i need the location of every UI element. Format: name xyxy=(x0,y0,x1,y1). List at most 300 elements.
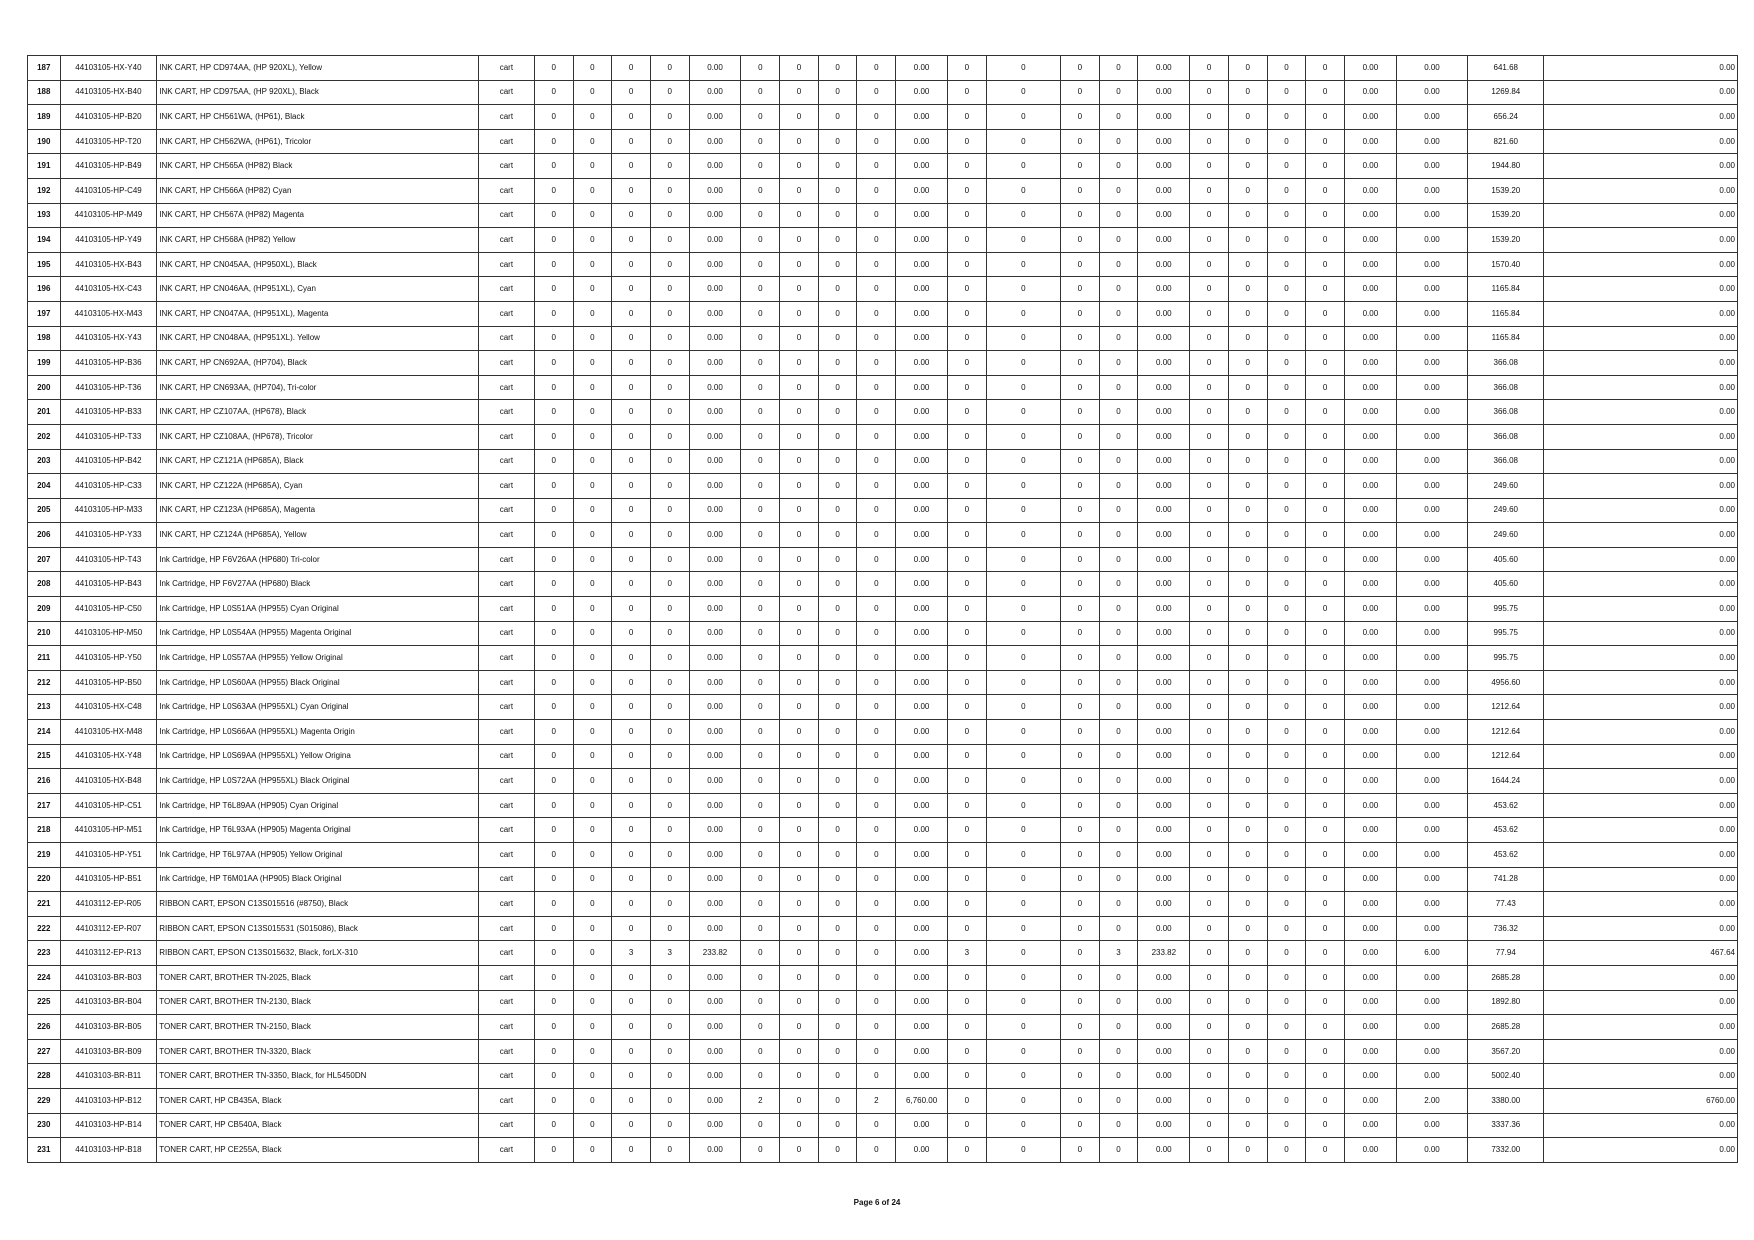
quantity-cell: 0 xyxy=(650,818,689,843)
quantity-cell: 0 xyxy=(1099,326,1138,351)
table-row xyxy=(28,228,1738,253)
quantity-cell: 0 xyxy=(534,941,573,966)
quantity-cell: 0.00 xyxy=(1396,474,1467,499)
quantity-cell: 0.00 xyxy=(1396,228,1467,253)
quantity-cell: 0 xyxy=(1228,1039,1267,1064)
unit-of-measure: cart xyxy=(478,1138,534,1163)
quantity-cell: 0.00 xyxy=(1344,572,1396,597)
quantity-cell: 0 xyxy=(741,105,780,130)
quantity-cell: 0 xyxy=(573,424,612,449)
quantity-cell: 0 xyxy=(857,375,896,400)
quantity-cell: 0 xyxy=(1061,892,1100,917)
stock-code: 44103105-HP-Y33 xyxy=(60,523,157,548)
quantity-cell: 0 xyxy=(650,277,689,302)
quantity-cell: 0.00 xyxy=(1138,867,1190,892)
quantity-cell: 0 xyxy=(534,449,573,474)
quantity-cell: 0 xyxy=(1061,843,1100,868)
quantity-cell: 0 xyxy=(1306,892,1345,917)
quantity-cell: 0 xyxy=(948,990,987,1015)
quantity-cell: 0 xyxy=(1306,375,1345,400)
quantity-cell: 0 xyxy=(1099,695,1138,720)
quantity-cell: 0.00 xyxy=(689,744,741,769)
quantity-cell: 0 xyxy=(741,277,780,302)
quantity-cell: 0 xyxy=(1099,793,1138,818)
quantity-cell: 0.00 xyxy=(1138,621,1190,646)
quantity-cell: 0 xyxy=(612,621,651,646)
unit-of-measure: cart xyxy=(478,498,534,523)
quantity-cell: 0 xyxy=(780,547,819,572)
quantity-cell: 0 xyxy=(857,867,896,892)
table-row xyxy=(28,744,1738,769)
quantity-cell: 0 xyxy=(1306,301,1345,326)
quantity-cell: 0 xyxy=(857,1138,896,1163)
quantity-cell: 0 xyxy=(573,1088,612,1113)
unit-of-measure: cart xyxy=(478,892,534,917)
item-description: INK CART, HP CD975AA, (HP 920XL), Black xyxy=(157,80,479,105)
quantity-cell: 0 xyxy=(986,867,1060,892)
quantity-cell: 0 xyxy=(741,621,780,646)
quantity-cell: 0.00 xyxy=(1344,769,1396,794)
quantity-cell: 0.00 xyxy=(896,375,948,400)
quantity-cell: 0.00 xyxy=(1544,228,1738,253)
quantity-cell: 0 xyxy=(1190,695,1229,720)
quantity-cell: 0 xyxy=(1099,769,1138,794)
quantity-cell: 0 xyxy=(818,1015,857,1040)
quantity-cell: 0 xyxy=(986,424,1060,449)
quantity-cell: 0 xyxy=(1099,523,1138,548)
quantity-cell: 0.00 xyxy=(689,793,741,818)
quantity-cell: 0 xyxy=(948,1039,987,1064)
quantity-cell: 0 xyxy=(986,154,1060,179)
quantity-cell: 0.00 xyxy=(896,203,948,228)
quantity-cell: 0 xyxy=(1267,1113,1306,1138)
quantity-cell: 0.00 xyxy=(1396,449,1467,474)
quantity-cell: 0 xyxy=(1190,1039,1229,1064)
quantity-cell: 0 xyxy=(1306,1015,1345,1040)
quantity-cell: 0.00 xyxy=(1344,597,1396,622)
quantity-cell: 0 xyxy=(1228,892,1267,917)
quantity-cell: 0 xyxy=(650,326,689,351)
quantity-cell: 0 xyxy=(1267,1138,1306,1163)
unit-of-measure: cart xyxy=(478,1088,534,1113)
quantity-cell: 0.00 xyxy=(1344,965,1396,990)
quantity-cell: 0 xyxy=(1061,965,1100,990)
quantity-cell: 0 xyxy=(1228,843,1267,868)
quantity-cell: 0 xyxy=(1306,424,1345,449)
quantity-cell: 0 xyxy=(857,769,896,794)
quantity-cell: 0 xyxy=(1228,1015,1267,1040)
table-row xyxy=(28,178,1738,203)
quantity-cell: 0 xyxy=(818,523,857,548)
quantity-cell: 0 xyxy=(986,720,1060,745)
quantity-cell: 0 xyxy=(857,474,896,499)
quantity-cell: 0 xyxy=(1099,843,1138,868)
quantity-cell: 0.00 xyxy=(1344,547,1396,572)
quantity-cell: 0.00 xyxy=(689,424,741,449)
quantity-cell: 0.00 xyxy=(1396,793,1467,818)
quantity-cell: 0 xyxy=(573,646,612,671)
quantity-cell: 0 xyxy=(857,105,896,130)
quantity-cell: 0 xyxy=(1267,916,1306,941)
quantity-cell: 0.00 xyxy=(689,1039,741,1064)
quantity-cell: 0 xyxy=(818,892,857,917)
quantity-cell: 0 xyxy=(1267,228,1306,253)
item-number: 225 xyxy=(28,990,61,1015)
quantity-cell: 0 xyxy=(1306,941,1345,966)
quantity-cell: 0 xyxy=(1190,400,1229,425)
quantity-cell: 0.00 xyxy=(1138,720,1190,745)
quantity-cell: 0 xyxy=(948,301,987,326)
quantity-cell: 995.75 xyxy=(1468,621,1544,646)
quantity-cell: 0 xyxy=(1099,892,1138,917)
quantity-cell: 0 xyxy=(1228,695,1267,720)
quantity-cell: 0.00 xyxy=(896,1064,948,1089)
quantity-cell: 0 xyxy=(1061,1064,1100,1089)
quantity-cell: 0 xyxy=(573,1064,612,1089)
quantity-cell: 641.68 xyxy=(1468,56,1544,81)
quantity-cell: 0 xyxy=(612,1113,651,1138)
item-description: Ink Cartridge, HP T6M01AA (HP905) Black Original xyxy=(157,867,479,892)
quantity-cell: 0.00 xyxy=(689,1088,741,1113)
quantity-cell: 0 xyxy=(1061,400,1100,425)
quantity-cell: 0.00 xyxy=(1544,892,1738,917)
table-row xyxy=(28,498,1738,523)
item-description: Ink Cartridge, HP L0S63AA (HP955XL) Cyan Original xyxy=(157,695,479,720)
quantity-cell: 0.00 xyxy=(896,105,948,130)
quantity-cell: 0 xyxy=(1306,1039,1345,1064)
quantity-cell: 0 xyxy=(1190,1113,1229,1138)
quantity-cell: 0 xyxy=(1190,375,1229,400)
quantity-cell: 0 xyxy=(818,105,857,130)
quantity-cell: 0.00 xyxy=(1396,1113,1467,1138)
quantity-cell: 0.00 xyxy=(896,474,948,499)
unit-of-measure: cart xyxy=(478,769,534,794)
quantity-cell: 0 xyxy=(1099,424,1138,449)
quantity-cell: 0 xyxy=(1267,1088,1306,1113)
quantity-cell: 0 xyxy=(612,301,651,326)
quantity-cell: 0 xyxy=(857,1113,896,1138)
quantity-cell: 0 xyxy=(612,351,651,376)
quantity-cell: 0 xyxy=(986,326,1060,351)
quantity-cell: 0.00 xyxy=(689,646,741,671)
quantity-cell: 0 xyxy=(573,277,612,302)
quantity-cell: 3337.36 xyxy=(1468,1113,1544,1138)
quantity-cell: 0 xyxy=(1061,326,1100,351)
table-row xyxy=(28,375,1738,400)
quantity-cell: 0 xyxy=(1099,621,1138,646)
quantity-cell: 0 xyxy=(818,498,857,523)
quantity-cell: 0.00 xyxy=(1138,1064,1190,1089)
quantity-cell: 0.00 xyxy=(1544,990,1738,1015)
quantity-cell: 0 xyxy=(857,326,896,351)
quantity-cell: 0 xyxy=(741,744,780,769)
quantity-cell: 0 xyxy=(573,129,612,154)
quantity-cell: 0 xyxy=(818,990,857,1015)
quantity-cell: 0.00 xyxy=(1138,301,1190,326)
quantity-cell: 0 xyxy=(1228,424,1267,449)
stock-code: 44103103-BR-B11 xyxy=(60,1064,157,1089)
quantity-cell: 0 xyxy=(1099,572,1138,597)
quantity-cell: 0 xyxy=(1061,695,1100,720)
quantity-cell: 0 xyxy=(780,1088,819,1113)
quantity-cell: 0 xyxy=(573,1015,612,1040)
quantity-cell: 0 xyxy=(573,252,612,277)
quantity-cell: 0 xyxy=(1061,547,1100,572)
quantity-cell: 0 xyxy=(1190,203,1229,228)
quantity-cell: 0 xyxy=(1228,670,1267,695)
item-number: 203 xyxy=(28,449,61,474)
item-number: 195 xyxy=(28,252,61,277)
quantity-cell: 0 xyxy=(857,720,896,745)
quantity-cell: 0 xyxy=(780,56,819,81)
quantity-cell: 0 xyxy=(612,646,651,671)
table-row xyxy=(28,154,1738,179)
quantity-cell: 0 xyxy=(948,1113,987,1138)
item-number: 187 xyxy=(28,56,61,81)
quantity-cell: 0 xyxy=(1061,424,1100,449)
table-row xyxy=(28,326,1738,351)
quantity-cell: 0.00 xyxy=(1544,1064,1738,1089)
quantity-cell: 0 xyxy=(857,523,896,548)
item-number: 213 xyxy=(28,695,61,720)
quantity-cell: 0 xyxy=(573,867,612,892)
quantity-cell: 0 xyxy=(948,178,987,203)
quantity-cell: 0 xyxy=(534,400,573,425)
quantity-cell: 0 xyxy=(1099,498,1138,523)
quantity-cell: 0.00 xyxy=(1544,203,1738,228)
quantity-cell: 0 xyxy=(1190,80,1229,105)
quantity-cell: 0 xyxy=(948,129,987,154)
quantity-cell: 0 xyxy=(573,843,612,868)
quantity-cell: 0.00 xyxy=(1138,154,1190,179)
quantity-cell: 0 xyxy=(1099,744,1138,769)
quantity-cell: 0.00 xyxy=(1344,228,1396,253)
quantity-cell: 0 xyxy=(948,228,987,253)
table-row xyxy=(28,424,1738,449)
quantity-cell: 0 xyxy=(612,424,651,449)
table-row xyxy=(28,892,1738,917)
quantity-cell: 0.00 xyxy=(1396,326,1467,351)
quantity-cell: 0 xyxy=(948,277,987,302)
quantity-cell: 0 xyxy=(573,523,612,548)
quantity-cell: 0 xyxy=(1267,720,1306,745)
quantity-cell: 0 xyxy=(650,1138,689,1163)
quantity-cell: 0.00 xyxy=(689,178,741,203)
quantity-cell: 0.00 xyxy=(1344,523,1396,548)
quantity-cell: 0 xyxy=(1190,965,1229,990)
quantity-cell: 0 xyxy=(1061,670,1100,695)
quantity-cell: 0 xyxy=(1061,178,1100,203)
quantity-cell: 0 xyxy=(612,326,651,351)
quantity-cell: 0.00 xyxy=(896,523,948,548)
quantity-cell: 0 xyxy=(986,105,1060,130)
quantity-cell: 1892.80 xyxy=(1468,990,1544,1015)
quantity-cell: 0.00 xyxy=(1138,129,1190,154)
quantity-cell: 0 xyxy=(650,498,689,523)
quantity-cell: 0 xyxy=(650,1113,689,1138)
quantity-cell: 0 xyxy=(1306,769,1345,794)
quantity-cell: 0.00 xyxy=(1396,990,1467,1015)
quantity-cell: 0 xyxy=(780,129,819,154)
quantity-cell: 0 xyxy=(1099,818,1138,843)
quantity-cell: 0 xyxy=(1267,129,1306,154)
quantity-cell: 0 xyxy=(534,129,573,154)
quantity-cell: 0 xyxy=(1190,769,1229,794)
quantity-cell: 0 xyxy=(1190,892,1229,917)
quantity-cell: 0.00 xyxy=(1344,818,1396,843)
stock-code: 44103105-HP-B50 xyxy=(60,670,157,695)
quantity-cell: 0 xyxy=(534,670,573,695)
quantity-cell: 0 xyxy=(780,1138,819,1163)
quantity-cell: 0 xyxy=(780,621,819,646)
quantity-cell: 0 xyxy=(986,843,1060,868)
quantity-cell: 0 xyxy=(1267,203,1306,228)
quantity-cell: 0 xyxy=(573,375,612,400)
quantity-cell: 0 xyxy=(948,695,987,720)
quantity-cell: 0 xyxy=(857,277,896,302)
item-description: INK CART, HP CH565A (HP82) Black xyxy=(157,154,479,179)
quantity-cell: 0 xyxy=(573,1138,612,1163)
quantity-cell: 0.00 xyxy=(1396,818,1467,843)
quantity-cell: 0 xyxy=(1306,400,1345,425)
quantity-cell: 0.00 xyxy=(1396,400,1467,425)
quantity-cell: 0 xyxy=(1228,621,1267,646)
quantity-cell: 1944.80 xyxy=(1468,154,1544,179)
quantity-cell: 0 xyxy=(1190,351,1229,376)
quantity-cell: 366.08 xyxy=(1468,400,1544,425)
quantity-cell: 741.28 xyxy=(1468,867,1544,892)
quantity-cell: 0 xyxy=(1190,449,1229,474)
item-description: INK CART, HP CH562WA, (HP61), Tricolor xyxy=(157,129,479,154)
quantity-cell: 0 xyxy=(1267,941,1306,966)
quantity-cell: 0 xyxy=(612,720,651,745)
quantity-cell: 0.00 xyxy=(1544,744,1738,769)
quantity-cell: 0 xyxy=(612,129,651,154)
quantity-cell: 0 xyxy=(534,1039,573,1064)
quantity-cell: 0.00 xyxy=(1344,351,1396,376)
quantity-cell: 0.00 xyxy=(1344,474,1396,499)
unit-of-measure: cart xyxy=(478,941,534,966)
quantity-cell: 0.00 xyxy=(1344,867,1396,892)
quantity-cell: 0 xyxy=(986,793,1060,818)
quantity-cell: 0.00 xyxy=(896,646,948,671)
table-row xyxy=(28,400,1738,425)
quantity-cell: 0.00 xyxy=(1344,154,1396,179)
table-row xyxy=(28,867,1738,892)
quantity-cell: 0.00 xyxy=(1138,744,1190,769)
quantity-cell: 0 xyxy=(573,178,612,203)
quantity-cell: 0 xyxy=(1061,916,1100,941)
quantity-cell: 0 xyxy=(1228,351,1267,376)
unit-of-measure: cart xyxy=(478,793,534,818)
quantity-cell: 0 xyxy=(818,424,857,449)
quantity-cell: 0 xyxy=(573,326,612,351)
quantity-cell: 0.00 xyxy=(896,129,948,154)
quantity-cell: 0 xyxy=(612,867,651,892)
item-number: 212 xyxy=(28,670,61,695)
quantity-cell: 0 xyxy=(780,1113,819,1138)
quantity-cell: 1570.40 xyxy=(1468,252,1544,277)
quantity-cell: 0 xyxy=(780,597,819,622)
quantity-cell: 0.00 xyxy=(1544,375,1738,400)
quantity-cell: 0 xyxy=(573,449,612,474)
quantity-cell: 0.00 xyxy=(1396,154,1467,179)
quantity-cell: 0 xyxy=(1267,744,1306,769)
quantity-cell: 0.00 xyxy=(1344,252,1396,277)
quantity-cell: 1165.84 xyxy=(1468,326,1544,351)
quantity-cell: 0 xyxy=(1228,867,1267,892)
quantity-cell: 0.00 xyxy=(896,56,948,81)
table-row xyxy=(28,793,1738,818)
quantity-cell: 0.00 xyxy=(896,178,948,203)
quantity-cell: 0.00 xyxy=(896,572,948,597)
quantity-cell: 0 xyxy=(650,154,689,179)
quantity-cell: 0 xyxy=(780,400,819,425)
item-number: 196 xyxy=(28,277,61,302)
quantity-cell: 0.00 xyxy=(1544,1015,1738,1040)
quantity-cell: 0.00 xyxy=(896,597,948,622)
quantity-cell: 0 xyxy=(986,301,1060,326)
quantity-cell: 0 xyxy=(1306,990,1345,1015)
quantity-cell: 6,760.00 xyxy=(896,1088,948,1113)
quantity-cell: 0.00 xyxy=(1396,1138,1467,1163)
quantity-cell: 0 xyxy=(1306,843,1345,868)
quantity-cell: 0.00 xyxy=(1544,474,1738,499)
quantity-cell: 0.00 xyxy=(1344,424,1396,449)
item-number: 219 xyxy=(28,843,61,868)
quantity-cell: 0.00 xyxy=(896,793,948,818)
quantity-cell: 0 xyxy=(534,351,573,376)
stock-code: 44103105-HX-M48 xyxy=(60,720,157,745)
quantity-cell: 0.00 xyxy=(689,547,741,572)
stock-code: 44103105-HP-M50 xyxy=(60,621,157,646)
quantity-cell: 0 xyxy=(741,1039,780,1064)
quantity-cell: 0 xyxy=(612,498,651,523)
quantity-cell: 0 xyxy=(1267,1015,1306,1040)
quantity-cell: 0 xyxy=(780,892,819,917)
quantity-cell: 0 xyxy=(818,1113,857,1138)
quantity-cell: 0 xyxy=(612,449,651,474)
quantity-cell: 0 xyxy=(780,572,819,597)
quantity-cell: 0.00 xyxy=(1138,1015,1190,1040)
quantity-cell: 0 xyxy=(1306,228,1345,253)
quantity-cell: 0.00 xyxy=(1544,769,1738,794)
unit-of-measure: cart xyxy=(478,400,534,425)
item-description: TONER CART, BROTHER TN-2130, Black xyxy=(157,990,479,1015)
quantity-cell: 0 xyxy=(1099,547,1138,572)
quantity-cell: 0 xyxy=(1267,867,1306,892)
item-description: Ink Cartridge, HP L0S54AA (HP955) Magenta Original xyxy=(157,621,479,646)
quantity-cell: 0 xyxy=(857,80,896,105)
quantity-cell: 0 xyxy=(534,744,573,769)
quantity-cell: 0 xyxy=(818,1138,857,1163)
item-number: 197 xyxy=(28,301,61,326)
quantity-cell: 0 xyxy=(986,252,1060,277)
item-number: 190 xyxy=(28,129,61,154)
quantity-cell: 0 xyxy=(1099,1064,1138,1089)
quantity-cell: 0 xyxy=(1228,375,1267,400)
quantity-cell: 0 xyxy=(741,1113,780,1138)
quantity-cell: 0.00 xyxy=(1396,892,1467,917)
quantity-cell: 0 xyxy=(780,228,819,253)
quantity-cell: 0.00 xyxy=(1138,203,1190,228)
stock-code: 44103105-HP-B20 xyxy=(60,105,157,130)
quantity-cell: 0 xyxy=(818,129,857,154)
quantity-cell: 1539.20 xyxy=(1468,203,1544,228)
quantity-cell: 453.62 xyxy=(1468,843,1544,868)
stock-code: 44103105-HP-M51 xyxy=(60,818,157,843)
stock-code: 44103105-HP-T20 xyxy=(60,129,157,154)
